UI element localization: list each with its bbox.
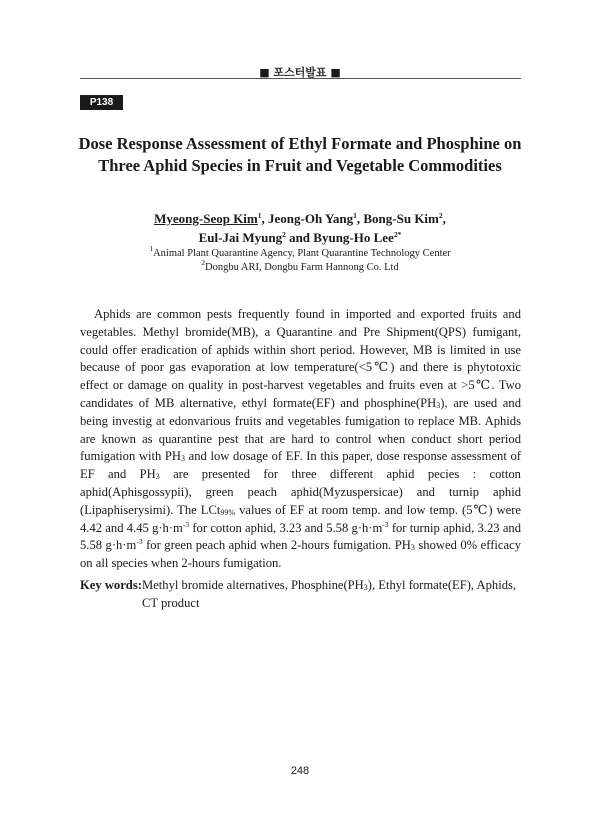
keywords-part: ), Ethyl formate(EF), Aphids, CT product bbox=[142, 578, 517, 610]
affiliation-text: Dongbu ARI, Dongbu Farm Hannong Co. Ltd bbox=[205, 262, 399, 273]
author-name: Bong-Su Kim bbox=[363, 211, 439, 226]
abstract-text: ), are used and being investig at edonvarious fruits and vegetables fumigation to replace MB. Aphids are known as quarantine pest that are hard to control when conduct short period fumigation with PH bbox=[80, 395, 521, 464]
poster-id-badge: P138 bbox=[80, 95, 123, 110]
keywords-label: Key words: bbox=[80, 578, 142, 592]
affiliation-mark: 1 bbox=[149, 244, 154, 253]
abstract-text: Aphids are common pests frequently found in imported and exported fruits and vegetables. Methyl bromide(MB), a Quarantine and Pre Shipment(QPS) fumigant, could offer eradication of aphids within short period. However, MB is limited in use because of poor gas evaporation at low temperature(<5℃) and there is phytotoxic effect or damage on quality in post-harvest vegetables and fruits even at >5℃. Two candidates of MB alternative, ethyl formate(EF) and phosphine(PH bbox=[80, 307, 521, 410]
author-affiliation-mark: 1 bbox=[257, 211, 262, 220]
superscript: -3 bbox=[136, 537, 143, 547]
section-header: ■ 포스터발표 ■ bbox=[259, 66, 341, 79]
author-list: Myeong-Seop Kim$^1$, Jeong-Oh Yang$^1$, Bong-Su Kim$^2$, Eul-Jai Myung$^2$ and Byung-Ho Lee$^{2*}$ bbox=[154, 211, 446, 245]
superscript: -3 bbox=[382, 519, 389, 529]
author-name: Eul-Jai Myung bbox=[198, 230, 283, 245]
subscript: 3 bbox=[363, 583, 368, 592]
author-affiliation-mark: 1 bbox=[353, 211, 357, 220]
subscript: 3 bbox=[410, 543, 415, 553]
author-name: Jeong-Oh Yang bbox=[268, 211, 354, 226]
abstract-text: showed 0% efficacy on all species when 2-hours fumigation. bbox=[80, 538, 521, 571]
subscript: 99% bbox=[220, 507, 236, 517]
header-divider bbox=[80, 78, 521, 79]
abstract-paragraph bbox=[80, 306, 521, 573]
affiliation-list bbox=[60, 244, 540, 275]
abstract-text: are presented for three different aphid pecies : cotton aphid(Aphisgossypii), green peach aphid(Myzuspersicae) and turnip aphid (Lipaphiserysimi). The LCt bbox=[80, 467, 521, 517]
abstract-text: for cotton aphid, 3.23 and 5.58 g·h·m bbox=[189, 520, 383, 535]
paper-title bbox=[60, 133, 540, 177]
page-number: 248 bbox=[290, 765, 310, 777]
abstract bbox=[80, 306, 521, 573]
subscript: 3 bbox=[155, 472, 160, 482]
title-line-1: Dose Response Assessment of Ethyl Formate and Phosphine on bbox=[78, 134, 522, 153]
affiliation-mark: 2 bbox=[201, 258, 206, 267]
author-affiliation-mark: 2 bbox=[282, 230, 286, 239]
abstract-text: for green peach aphid when 2-hours fumigation. PH bbox=[142, 538, 411, 553]
author-name: Byung-Ho Lee bbox=[313, 230, 394, 245]
affiliation-text: Animal Plant Quarantine Agency, Plant Quarantine Technology Center bbox=[153, 248, 451, 259]
superscript: -3 bbox=[182, 519, 190, 529]
author-affiliation-mark: 2* bbox=[393, 230, 402, 239]
abstract-text: values of EF at room temp. and low temp. (5℃) were 4.42 and 4.45 g·h·m bbox=[80, 502, 522, 535]
author-affiliation-mark: 2 bbox=[438, 211, 443, 220]
abstract-text: and low dosage of EF. In this paper, dose response assessment of EF and PH bbox=[80, 449, 521, 482]
subscript: 3 bbox=[181, 454, 186, 464]
subscript: 3 bbox=[436, 400, 441, 410]
keywords-part: Methyl bromide alternatives, Phosphine(PH bbox=[142, 578, 364, 592]
abstract-text: for turnip aphid, 3.23 and 5.58 g·h·m bbox=[80, 520, 521, 553]
keywords-text bbox=[142, 577, 522, 612]
author-name: Myeong-Seop Kim bbox=[154, 211, 258, 226]
title-line-2: Three Aphid Species in Fruit and Vegetable Commodities bbox=[98, 156, 502, 175]
